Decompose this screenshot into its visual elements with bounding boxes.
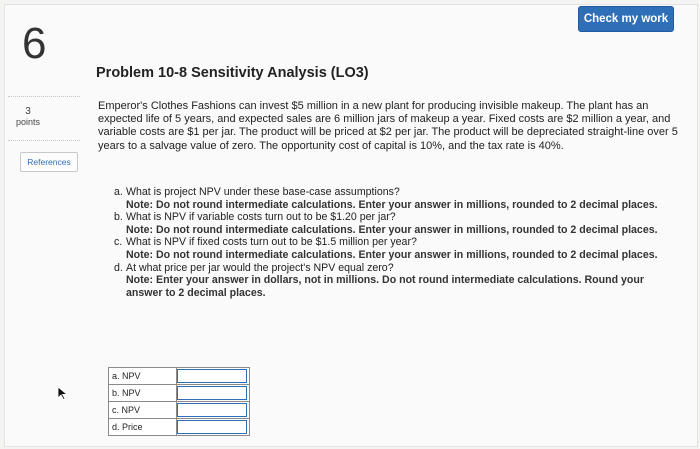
answer-label-b: b. NPV — [109, 385, 177, 402]
npv-c-input[interactable] — [177, 403, 247, 417]
npv-a-input[interactable] — [177, 369, 247, 383]
part-note: Note: Do not round intermediate calculations. Enter your answer in millions, rounded to 2 decimal places. — [126, 248, 658, 261]
part-b: b. What is NPV if variable costs turn out to be $1.20 per jar? Note: Do not round intermediate calculations. Enter your answer in millions, rounded to 2 decimal places. — [114, 211, 680, 236]
part-question: What is project NPV under these base-case assumptions? — [126, 186, 400, 198]
part-question: What is NPV if fixed costs turn out to be $1.5 million per year? — [126, 236, 417, 249]
divider — [8, 140, 80, 141]
problem-title: Problem 10-8 Sensitivity Analysis (LO3) — [96, 65, 369, 81]
part-note: Note: Do not round intermediate calculations. Enter your answer in millions, rounded to 2 decimal places. — [126, 198, 658, 211]
references-button[interactable]: References — [20, 152, 78, 172]
part-d: d. At what price per jar would the project's NPV equal zero? Note: Enter your answer in dollars, not in millions. Do not round intermediate calculations. Round your answer to 2 decimal places. — [114, 262, 680, 300]
answer-label-d: d. Price — [109, 419, 177, 436]
table-row — [109, 419, 250, 436]
part-note: Note: Do not round intermediate calculations. Enter your answer in millions, rounded to 2 decimal places. — [126, 223, 658, 236]
divider — [8, 96, 80, 97]
question-number: 6 — [22, 19, 47, 68]
part-question: What is NPV if variable costs turn out to be $1.20 per jar? — [126, 211, 396, 224]
part-a: a. What is project NPV under these base-case assumptions? Note: Do not round intermediate calculations. Enter your answer in millions, rounded to 2 decimal places. — [114, 186, 680, 211]
answer-table — [108, 367, 250, 436]
table-row — [109, 368, 250, 385]
table-row — [109, 385, 250, 402]
npv-b-input[interactable] — [177, 386, 247, 400]
table-row — [109, 402, 250, 419]
points-label: points — [15, 117, 41, 127]
points-value: 3 — [25, 106, 31, 117]
part-note: Note: Enter your answer in dollars, not in millions. Do not round intermediate calculations. Round your answer to 2 decimal places. — [126, 274, 644, 299]
answer-label-a: a. NPV — [109, 368, 177, 385]
answer-label-c: c. NPV — [109, 402, 177, 419]
check-my-work-button[interactable]: Check my work — [578, 6, 674, 32]
mouse-pointer-icon — [57, 386, 69, 400]
part-question: At what price per jar would the project's NPV equal zero? — [126, 261, 394, 274]
part-c: c. What is NPV if fixed costs turn out to be $1.5 million per year? Note: Do not round intermediate calculations. Enter your answer in millions, rounded to 2 decimal places. — [114, 236, 680, 261]
problem-statement: Emperor's Clothes Fashions can invest $5 million in a new plant for producing invisible makeup. The plant has an expected life of 5 years, and expected sales are 6 million jars of makeup a year. Fixed costs are $2 million a year, and variable costs are $1 per jar. The product will be priced at $2 per jar. The product will be depreciated straight-line over 5 years to a salvage value of zero. The opportunity cost of capital is 10%, and the tax rate is 40%. — [98, 100, 678, 152]
price-d-input[interactable] — [177, 420, 247, 434]
points-indicator — [8, 106, 48, 128]
question-parts — [114, 186, 680, 299]
